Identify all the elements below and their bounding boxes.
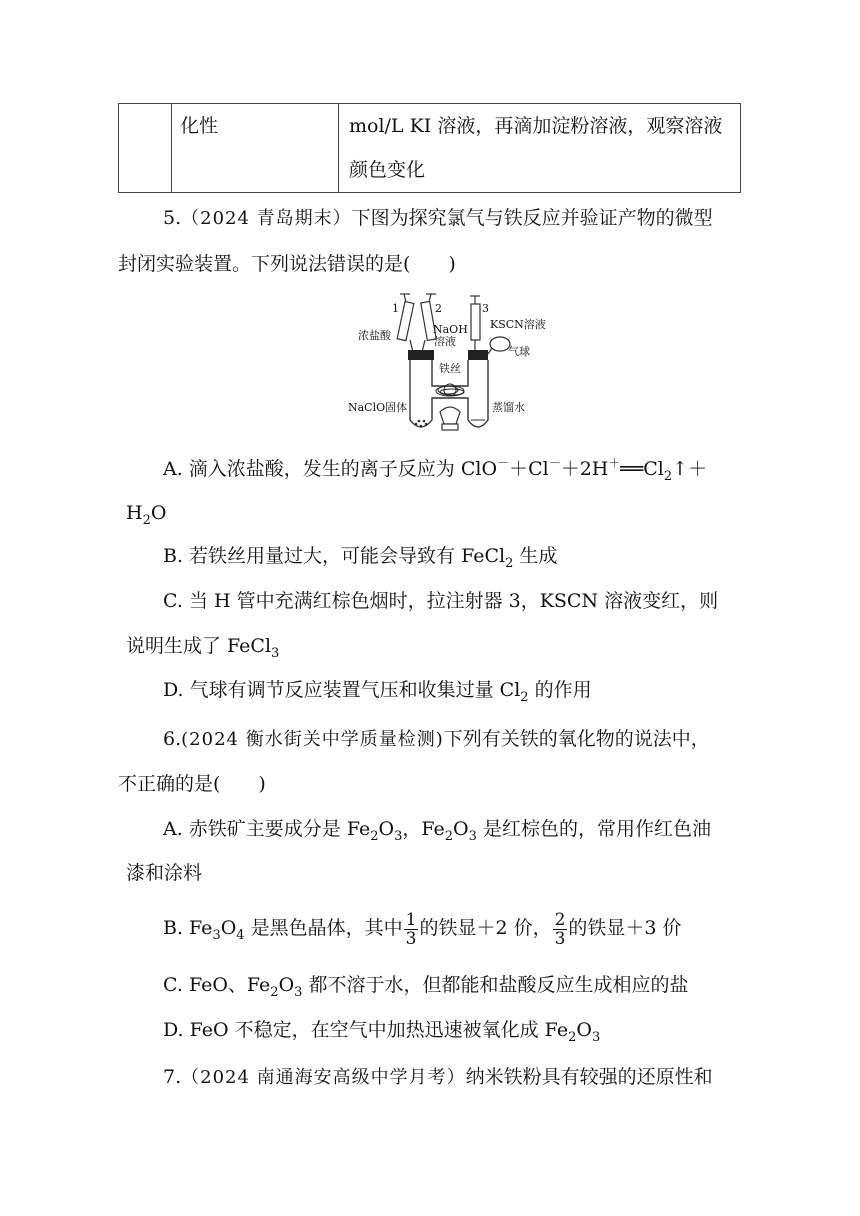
text-fragment: A. 赤铁矿主要成分是 Fe (163, 818, 371, 840)
text-fragment: 2 (142, 513, 151, 528)
table-cell-procedure (339, 104, 741, 193)
q6-stem-line1 (163, 727, 710, 752)
text-fragment: B. 若铁丝用量过大，可能会导致有 FeCl (163, 545, 506, 567)
text-fragment: 2 (370, 829, 379, 844)
q6-option-c (163, 973, 688, 1000)
text-fragment: ↑＋ (672, 458, 708, 480)
text-fragment: ＋2H (560, 458, 609, 480)
q7-stem-line1 (163, 1065, 713, 1090)
text-fragment: O (220, 917, 237, 939)
question-stem: 下列有关铁的氧化物的说法中， (443, 728, 710, 750)
q5-stem-line1 (163, 206, 713, 231)
text-fragment: 1 (405, 909, 417, 930)
text-fragment: ，Fe (402, 818, 445, 840)
text-fragment: － (497, 456, 510, 470)
text-fragment: 的铁显＋3 价 (568, 917, 682, 939)
question-source: （2024 南通海安高级中学月考） (181, 1067, 466, 1088)
q5-option-d (163, 678, 592, 705)
text-fragment: 2 (505, 556, 514, 571)
naoh-solution-label: 溶液 (434, 335, 456, 348)
apparatus-diagram (340, 290, 550, 438)
fraction-two-thirds (553, 911, 568, 948)
q5-option-c-cont (126, 634, 279, 661)
q6-option-d (163, 1018, 600, 1045)
text-fragment: O (576, 1019, 592, 1041)
text-fragment: 3 (394, 829, 403, 844)
text-fragment: ══Cl (620, 458, 664, 480)
text-fragment: D. 气球有调节反应装置气压和收集过量 Cl (163, 679, 521, 701)
cell-text: 化性 (180, 115, 219, 137)
text-fragment: 说明生成了 FeCl (126, 635, 272, 657)
question-stem: 下图为探究氯气与铁反应并验证产物的微型 (351, 207, 713, 229)
q5-option-a (163, 457, 707, 484)
text-fragment: 是黑色晶体，其中 (244, 917, 403, 939)
question-number: 5. (163, 207, 182, 229)
question-stem: 纳米铁粉具有较强的还原性和 (465, 1066, 713, 1088)
naclo-label: NaClO固体 (348, 401, 408, 414)
text-fragment: O (378, 818, 395, 840)
text-fragment: 都不溶于水，但都能和盐酸反应生成相应的盐 (302, 974, 689, 996)
q6-option-a-cont: 漆和涂料 (126, 862, 203, 884)
iron-wire-label: 铁丝 (439, 362, 461, 375)
text-fragment: 3 (468, 829, 477, 844)
text-fragment: 生成 (513, 545, 558, 567)
text-fragment: 3 (212, 928, 221, 943)
syringe-1-label: 1 (392, 302, 399, 315)
text-fragment: 3 (271, 646, 280, 661)
cell-text-line2: 颜色变化 (349, 159, 426, 181)
q5-option-b (163, 544, 557, 571)
table-cell-property (172, 104, 339, 193)
syringe-3-label: 3 (482, 302, 489, 315)
conc-hcl-label: 浓盐酸 (358, 329, 391, 342)
text-fragment: 2 (568, 1030, 577, 1045)
q6-option-b (163, 908, 682, 951)
experiment-table-fragment (118, 103, 741, 193)
question-source: （2024 青岛期末） (181, 208, 352, 229)
question-number: 6. (163, 728, 182, 750)
naoh-label: NaOH (433, 323, 468, 336)
fraction-one-third (404, 911, 419, 948)
text-fragment: － (548, 456, 561, 470)
text-fragment: 3 (294, 985, 303, 1000)
question-source: (2024 衡水街关中学质量检测) (181, 729, 444, 750)
distilled-water-label: 蒸馏水 (492, 401, 525, 414)
text-fragment: ＋ (608, 456, 621, 470)
question-number: 7. (163, 1066, 182, 1088)
q5-stem-line2: 封闭实验装置。下列说法错误的是( ) (118, 253, 456, 275)
text-fragment: D. FeO 不稳定，在空气中加热迅速被氧化成 Fe (163, 1019, 569, 1041)
q6-stem-line2: 不正确的是( ) (118, 773, 266, 795)
text-fragment: 2 (554, 909, 566, 930)
kscn-label: KSCN溶液 (490, 318, 546, 331)
text-fragment: 3 (554, 928, 566, 949)
q5-option-c: C. 当 H 管中充满红棕色烟时，拉注射器 3，KSCN 溶液变红，则 (163, 590, 719, 612)
text-fragment: 是红棕色的，常用作红色油 (476, 818, 711, 840)
text-fragment: 的铁显＋2 价， (419, 917, 552, 939)
text-fragment: O (150, 502, 167, 524)
text-fragment: H (126, 502, 143, 524)
text-fragment: 2 (444, 829, 454, 844)
text-fragment: 的作用 (528, 679, 592, 701)
text-fragment: B. Fe (163, 917, 213, 939)
text-fragment: 3 (405, 928, 417, 949)
text-fragment: A. 滴入浓盐酸，发生的离子反应为 ClO (163, 458, 498, 480)
q5-option-a-cont (126, 501, 166, 528)
text-fragment: O (453, 818, 469, 840)
cell-text-line1: mol/L KI 溶液，再滴加淀粉溶液，观察溶液 (349, 115, 723, 137)
balloon-label: 气球 (508, 345, 530, 358)
table-row (119, 104, 741, 193)
text-fragment: ＋Cl (509, 458, 549, 480)
text-fragment: 3 (591, 1030, 601, 1045)
text-fragment: 2 (663, 469, 673, 484)
syringe-2-label: 2 (435, 302, 442, 315)
q6-option-a (163, 817, 711, 844)
text-fragment: 4 (236, 928, 245, 943)
table-cell-empty (119, 104, 172, 193)
text-fragment: C. FeO、Fe (163, 974, 271, 996)
text-fragment: O (278, 974, 295, 996)
text-fragment: 2 (270, 985, 279, 1000)
text-fragment: 2 (520, 690, 529, 705)
